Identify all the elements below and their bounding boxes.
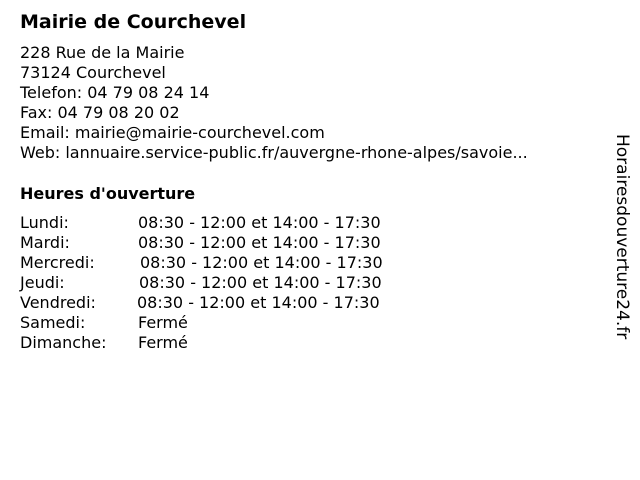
contact-block <box>20 43 528 163</box>
hours-row-dimanche <box>20 333 460 353</box>
hours-row-jeudi <box>20 273 460 293</box>
day-hours: Fermé <box>138 333 188 352</box>
address-street: 228 Rue de la Mairie <box>20 43 185 62</box>
hours-row-mardi <box>20 233 460 253</box>
day-label: Dimanche: <box>20 333 107 352</box>
hours-heading: Heures d'ouverture <box>20 184 196 203</box>
website-link[interactable]: Web: lannuaire.service-public.fr/auvergne-rhone-alpes/savoie... <box>20 143 528 162</box>
fax-number: Fax: 04 79 08 20 02 <box>20 103 180 122</box>
day-label: Jeudi: <box>20 273 65 292</box>
day-label: Lundi: <box>20 213 69 232</box>
day-hours: 08:30 - 12:00 et 14:00 - 17:30 <box>139 273 382 292</box>
day-label: Samedi: <box>20 313 86 332</box>
address-city: 73124 Courchevel <box>20 63 166 82</box>
day-hours: Fermé <box>138 313 188 332</box>
day-label: Mardi: <box>20 233 70 252</box>
day-hours: 08:30 - 12:00 et 14:00 - 17:30 <box>137 293 380 312</box>
hours-row-mercredi <box>20 253 460 273</box>
page-title: Mairie de Courchevel <box>20 11 247 33</box>
day-label: Vendredi: <box>20 293 96 312</box>
day-hours: 08:30 - 12:00 et 14:00 - 17:30 <box>138 213 381 232</box>
day-hours: 08:30 - 12:00 et 14:00 - 17:30 <box>138 233 381 252</box>
email-address[interactable]: Email: mairie@mairie-courchevel.com <box>20 123 325 142</box>
phone-number[interactable]: Telefon: 04 79 08 24 14 <box>20 83 210 102</box>
hours-row-lundi <box>20 213 460 233</box>
hours-row-samedi <box>20 313 460 333</box>
day-hours: 08:30 - 12:00 et 14:00 - 17:30 <box>140 253 383 272</box>
opening-hours-table <box>20 213 460 353</box>
hours-row-vendredi <box>20 293 460 313</box>
day-label: Mercredi: <box>20 253 95 272</box>
site-watermark: Horairesdouverture24.fr <box>612 134 632 340</box>
